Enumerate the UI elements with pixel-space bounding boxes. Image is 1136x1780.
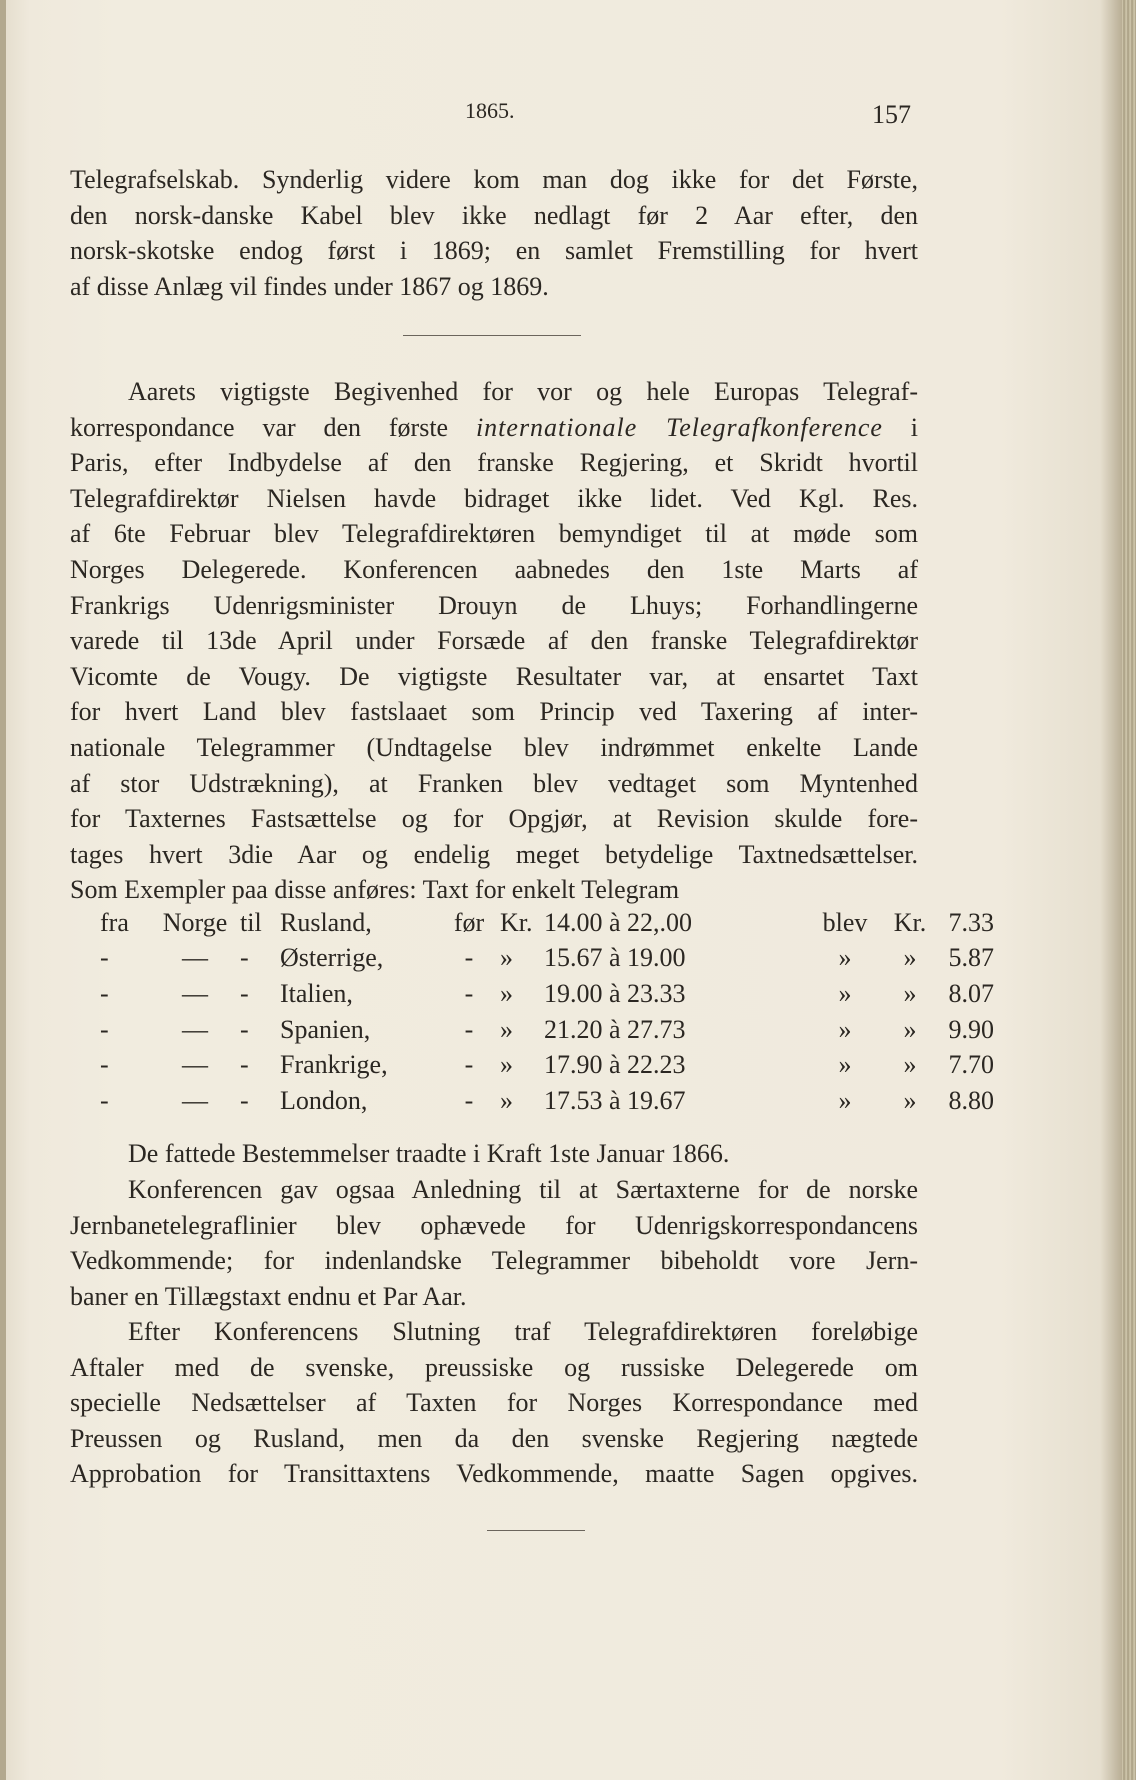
rate-cell-til: - (240, 1085, 249, 1115)
text-line: Konferencen gav ogsaa Anledning til at Særtaxterne for de norske (128, 1175, 918, 1204)
text-line: af disse Anlæg vil findes under 1867 og 1869. (70, 271, 549, 301)
rate-cell-dest: Rusland, (280, 907, 372, 937)
end-divider (487, 1530, 585, 1531)
text-line: Som Exempler paa disse anføres: Taxt for enkelt Telegram (70, 875, 680, 905)
paragraph-5 (70, 1314, 918, 1492)
rates-table (100, 905, 994, 1119)
rate-cell-for: - (464, 978, 474, 1008)
text-line: Norges Delegerede. Konferencen aabnedes den 1ste Marts af (70, 554, 918, 584)
rate-cell-dest: Frankrige, (280, 1050, 388, 1080)
rate-cell-for: - (464, 943, 474, 973)
rate-cell-old: 17.90 à 22.23 (544, 1050, 686, 1080)
rate-cell-kr: » (500, 943, 513, 973)
text-line: Vedkommende; for indenlandske Telegrammer bibeholdt vore Jern- (70, 1246, 918, 1276)
italic-term: internationale Telegrafkonference (475, 412, 883, 442)
rate-cell-kr2: » (903, 1014, 917, 1044)
table-row (100, 941, 994, 977)
paragraph-4 (70, 1172, 918, 1314)
rate-cell-country: Norge (162, 907, 228, 937)
text-line: for Taxternes Fastsættelse og for Opgjør, at Revision skulde fore- (70, 804, 918, 834)
rate-cell-for: - (464, 1050, 474, 1080)
text-fragment: i (910, 412, 919, 442)
rate-cell-blev: » (838, 1085, 852, 1115)
rate-cell-kr2: Kr. (893, 907, 927, 937)
rate-cell-kr: » (500, 1050, 513, 1080)
text-line: nationale Telegrammer (Undtagelse blev indrømmet enkelte Lande (70, 732, 918, 762)
rate-cell-blev: » (838, 978, 852, 1008)
text-line: baner en Tillægstaxt endnu et Par Aar. (70, 1281, 467, 1311)
paragraph-1 (70, 162, 918, 304)
page-number: 157 (872, 100, 911, 129)
rate-cell-dest: London, (280, 1085, 368, 1115)
rate-cell-kr2: » (903, 1085, 917, 1115)
rate-cell-dest: Østerrige, (280, 943, 384, 973)
rate-cell-blev: » (838, 943, 852, 973)
rate-cell-old: 19.00 à 23.33 (544, 978, 686, 1008)
text-line: Frankrigs Udenrigsminister Drouyn de Lhuys; Forhandlingerne (70, 590, 918, 620)
text-line: Vicomte de Vougy. De vigtigste Resultater var, at ensartet Taxt (70, 661, 918, 691)
rate-cell-new: 8.07 (948, 978, 994, 1008)
rate-cell-old: 21.20 à 27.73 (544, 1014, 686, 1044)
rate-cell-fra: - (100, 1050, 109, 1080)
rate-cell-fra: fra (100, 907, 129, 937)
rate-cell-new: 5.87 (948, 943, 994, 973)
running-header (0, 98, 1136, 130)
table-row (100, 1012, 994, 1048)
text-line: Approbation for Transittaxtens Vedkommende, maatte Sagen opgives. (70, 1459, 918, 1489)
text-line: Telegrafselskab. Synderlig videre kom man dog ikke for det Første, (70, 165, 918, 194)
rate-cell-til: til (240, 907, 262, 937)
rate-cell-kr2: » (903, 1050, 917, 1080)
rate-cell-kr2: » (903, 978, 917, 1008)
text-line: Jernbanetelegraflinier blev ophævede for Udenrigskorrespondancens (70, 1210, 918, 1240)
rate-cell-fra: - (100, 1014, 109, 1044)
text-line-with-italic (70, 410, 918, 446)
rate-cell-fra: - (100, 978, 109, 1008)
table-row (100, 1047, 994, 1083)
rate-cell-country: — (182, 1050, 208, 1080)
rate-cell-new: 7.33 (948, 907, 994, 937)
rate-cell-blev: » (838, 1014, 852, 1044)
table-row (100, 905, 994, 941)
rate-cell-blev: » (838, 1050, 852, 1080)
rate-cell-til: - (240, 978, 249, 1008)
rate-cell-for: - (464, 1085, 474, 1115)
rate-cell-til: - (240, 1050, 249, 1080)
text-line: af 6te Februar blev Telegrafdirektøren bemyndiget til at møde som (70, 519, 918, 549)
table-row (100, 976, 994, 1012)
text-line: De fattede Bestemmelser traadte i Kraft 1ste Januar 1866. (128, 1139, 730, 1168)
text-line: Aarets vigtigste Begivenhed for vor og hele Europas Telegraf- (128, 377, 918, 406)
rate-cell-new: 7.70 (948, 1050, 994, 1080)
rate-cell-dest: Italien, (280, 978, 353, 1008)
header-year: 1865. (465, 98, 515, 123)
text-line: specielle Nedsættelser af Taxten for Norges Korrespondance med (70, 1388, 918, 1418)
rate-cell-kr: » (500, 1014, 513, 1044)
section-divider (403, 335, 581, 336)
text-line: for hvert Land blev fastslaaet som Princip ved Taxering af inter- (70, 697, 918, 727)
page-left-edge (0, 0, 6, 1780)
text-line: Telegrafdirektør Nielsen havde bidraget ikke lidet. Ved Kgl. Res. (70, 483, 918, 513)
text-line: Aftaler med de svenske, preussiske og russiske Delegerede om (70, 1352, 918, 1382)
rate-cell-for: før (453, 907, 485, 937)
text-line: den norsk-danske Kabel blev ikke nedlagt før 2 Aar efter, den (70, 200, 918, 230)
rate-cell-country: — (182, 943, 208, 973)
paragraph-2 (70, 374, 918, 908)
text-line: norsk-skotske endog først i 1869; en samlet Fremstilling for hvert (70, 236, 918, 266)
rate-cell-fra: - (100, 943, 109, 973)
text-line: Efter Konferencens Slutning traf Telegrafdirektøren foreløbige (128, 1317, 918, 1346)
text-line: tages hvert 3die Aar og endelig meget betydelige Taxtnedsættelser. (70, 839, 918, 869)
page-right-edge (1122, 0, 1136, 1780)
rate-cell-kr2: » (903, 943, 917, 973)
rate-cell-country: — (182, 1085, 208, 1115)
text-line: Paris, efter Indbydelse af den franske Regjering, et Skridt hvortil (70, 448, 918, 478)
rate-cell-blev: blev (822, 907, 868, 937)
rate-cell-old: 15.67 à 19.00 (544, 943, 686, 973)
text-line: Preussen og Rusland, men da den svenske Regjering nægtede (70, 1423, 918, 1453)
rate-cell-old: 14.00 à 22,.00 (544, 907, 693, 937)
rate-cell-dest: Spanien, (280, 1014, 371, 1044)
rate-cell-new: 8.80 (948, 1085, 994, 1115)
rate-cell-fra: - (100, 1085, 109, 1115)
rate-cell-til: - (240, 943, 249, 973)
rate-cell-old: 17.53 à 19.67 (544, 1085, 686, 1115)
paragraph-3 (70, 1136, 918, 1172)
rate-cell-for: - (464, 1014, 474, 1044)
rate-cell-new: 9.90 (948, 1014, 994, 1044)
rate-cell-country: — (182, 1014, 208, 1044)
text-line: varede til 13de April under Forsæde af den franske Telegrafdirektør (70, 626, 918, 656)
rate-cell-til: - (240, 1014, 249, 1044)
rate-cell-country: — (182, 978, 208, 1008)
rate-cell-kr: » (500, 1085, 513, 1115)
table-row (100, 1083, 994, 1119)
text-line: af stor Udstrækning), at Franken blev vedtaget som Myntenhed (70, 768, 918, 798)
rate-cell-kr: Kr. (500, 907, 533, 937)
rate-cell-kr: » (500, 978, 513, 1008)
text-fragment: korrespondance var den første (70, 412, 449, 442)
